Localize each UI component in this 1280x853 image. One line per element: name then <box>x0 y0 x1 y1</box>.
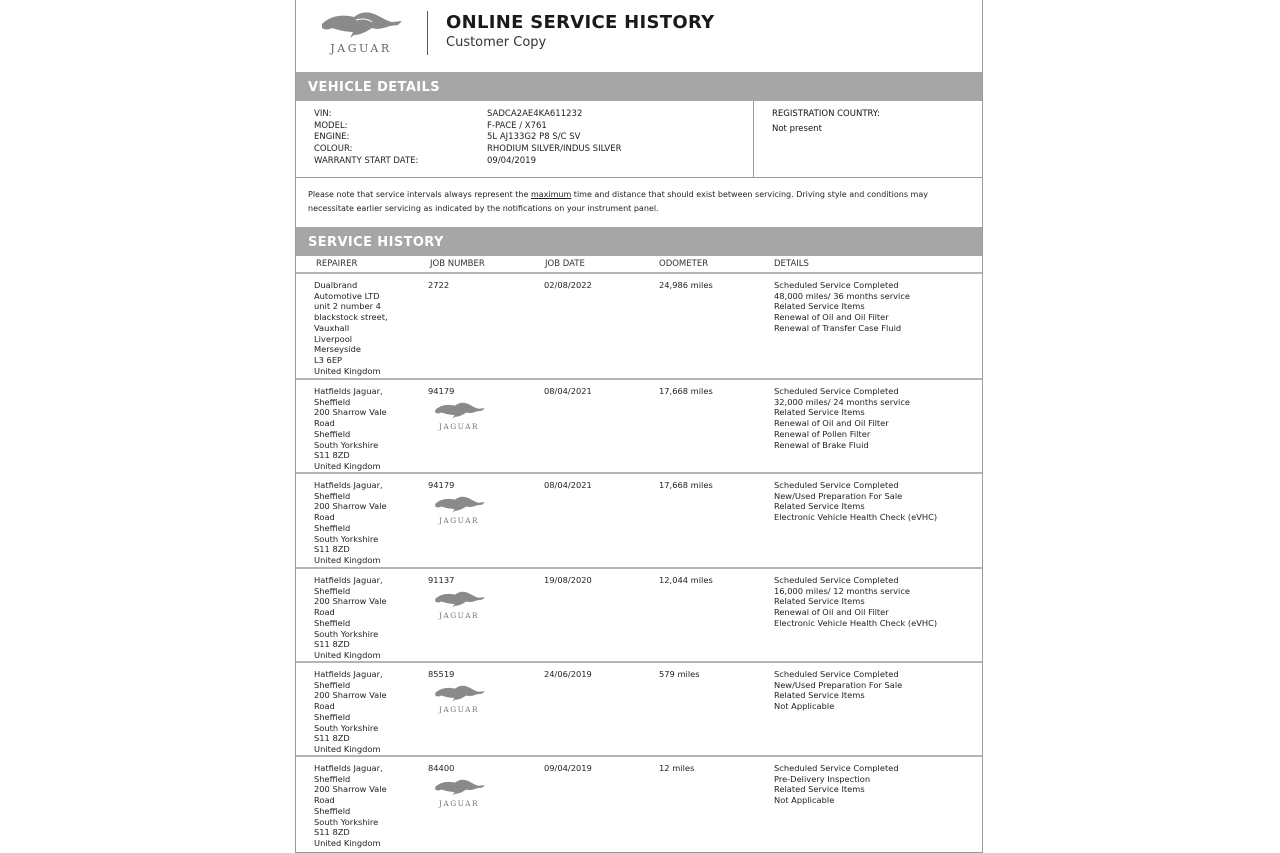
table-row <box>296 757 982 853</box>
jaguar-logo <box>310 8 412 60</box>
repairer-line: Liverpool <box>314 333 353 344</box>
repairer-cell <box>314 575 387 661</box>
repairer-line: Sheffield <box>314 805 351 816</box>
vehicle-details-bar: VEHICLE DETAILS <box>296 72 982 101</box>
repairer-line: Sheffield <box>314 396 351 407</box>
details-line: Scheduled Service Completed <box>774 480 899 490</box>
repairer-line: S11 8ZD <box>314 544 350 555</box>
vehicle-details-divider <box>753 101 754 178</box>
note-text-end: time and distance that should exist between servicing. Driving style and conditions may necessitate earlier servicing as indicated by the notifications on your instrument panel. <box>308 190 928 213</box>
details-line: Renewal of Pollen Filter <box>774 428 871 439</box>
service-interval-note <box>308 188 972 216</box>
column-header-repairer: REPAIRER <box>316 259 358 269</box>
note-emphasis: maximum <box>530 190 572 199</box>
leaper-icon <box>434 683 486 703</box>
colour-value: RHODIUM SILVER/INDUS SILVER <box>487 144 622 154</box>
repairer-line: Sheffield <box>314 490 351 501</box>
repairer-line: S11 8ZD <box>314 827 350 838</box>
job-number-cell: 94179 <box>428 386 455 396</box>
table-row <box>296 380 982 472</box>
details-line: 48,000 miles/ 36 months service <box>774 290 911 301</box>
job-number-cell: 94179 <box>428 480 455 490</box>
column-header-details: DETAILS <box>774 259 809 269</box>
repairer-line: United Kingdom <box>314 554 381 565</box>
model-label: MODEL: <box>314 121 348 131</box>
repairer-line: South Yorkshire <box>314 533 379 544</box>
repairer-cell <box>314 386 387 472</box>
colour-label: COLOUR: <box>314 144 353 154</box>
repairer-line: Sheffield <box>314 428 351 439</box>
repairer-brand-logo <box>428 683 492 717</box>
vehicle-details-panel <box>296 101 982 178</box>
note-text-start: Please note that service intervals always represent the <box>308 190 531 199</box>
repairer-line: Road <box>314 701 335 712</box>
repairer-cell <box>314 280 388 376</box>
details-cell <box>774 669 902 712</box>
repairer-cell <box>314 763 387 849</box>
details-line: Scheduled Service Completed <box>774 386 899 396</box>
details-line: Electronic Vehicle Health Check (eVHC) <box>774 512 938 523</box>
repairer-line: Merseyside <box>314 344 362 355</box>
odometer-cell: 17,668 miles <box>659 480 713 490</box>
leaper-icon <box>320 8 404 40</box>
details-line: Scheduled Service Completed <box>774 669 899 679</box>
job-date-cell: 08/04/2021 <box>544 386 592 396</box>
repairer-line: S11 8ZD <box>314 733 350 744</box>
table-row <box>296 274 982 378</box>
repairer-cell <box>314 480 387 566</box>
column-header-odometer: ODOMETER <box>659 259 709 269</box>
details-line: Renewal of Transfer Case Fluid <box>774 322 902 333</box>
repairer-line: Sheffield <box>314 522 351 533</box>
repairer-line: Hatfields Jaguar, <box>314 480 383 490</box>
leaper-icon <box>434 400 486 420</box>
page-title: ONLINE SERVICE HISTORY <box>446 12 715 33</box>
service-history-document <box>295 0 983 853</box>
details-cell <box>774 280 910 334</box>
repairer-brand-wordmark: JAGUAR <box>439 422 479 431</box>
job-date-cell: 02/08/2022 <box>544 280 592 290</box>
details-line: Not Applicable <box>774 795 835 806</box>
repairer-line: 200 Sharrow Vale <box>314 501 387 512</box>
repairer-line: Sheffield <box>314 773 351 784</box>
document-header <box>296 0 982 72</box>
job-date-cell: 24/06/2019 <box>544 669 592 679</box>
repairer-line: Road <box>314 607 335 618</box>
details-line: Related Service Items <box>774 407 865 418</box>
odometer-cell: 579 miles <box>659 669 700 679</box>
repairer-line: Road <box>314 512 335 523</box>
details-line: New/Used Preparation For Sale <box>774 679 903 690</box>
repairer-cell <box>314 669 387 755</box>
details-line: Renewal of Oil and Oil Filter <box>774 418 889 429</box>
odometer-cell: 12,044 miles <box>659 575 713 585</box>
details-line: Scheduled Service Completed <box>774 280 899 290</box>
odometer-cell: 12 miles <box>659 763 695 773</box>
odometer-cell: 24,986 miles <box>659 280 713 290</box>
details-line: Related Service Items <box>774 501 865 512</box>
registration-country-label: REGISTRATION COUNTRY: <box>772 109 880 119</box>
details-line: Related Service Items <box>774 301 865 312</box>
repairer-line: Hatfields Jaguar, <box>314 763 383 773</box>
details-line: Renewal of Oil and Oil Filter <box>774 312 889 323</box>
job-number-cell: 91137 <box>428 575 455 585</box>
repairer-line: Automotive LTD <box>314 290 380 301</box>
repairer-line: 200 Sharrow Vale <box>314 784 387 795</box>
warranty-value: 09/04/2019 <box>487 156 536 166</box>
repairer-line: 200 Sharrow Vale <box>314 690 387 701</box>
repairer-line: S11 8ZD <box>314 639 350 650</box>
repairer-line: Sheffield <box>314 679 351 690</box>
registration-country-value: Not present <box>772 124 822 134</box>
vin-value: SADCA2AE4KA611232 <box>487 109 583 119</box>
repairer-line: United Kingdom <box>314 649 381 660</box>
column-header-job-number: JOB NUMBER <box>430 259 485 269</box>
details-line: Scheduled Service Completed <box>774 575 899 585</box>
job-number-cell: 85519 <box>428 669 455 679</box>
details-line: Renewal of Oil and Oil Filter <box>774 607 889 618</box>
repairer-line: unit 2 number 4 <box>314 301 381 312</box>
repairer-line: South Yorkshire <box>314 816 379 827</box>
details-line: Scheduled Service Completed <box>774 763 899 773</box>
details-line: Renewal of Brake Fluid <box>774 439 869 450</box>
details-cell <box>774 480 937 523</box>
repairer-line: blackstock street, <box>314 312 388 323</box>
details-line: 16,000 miles/ 12 months service <box>774 585 911 596</box>
model-value: F-PACE / X761 <box>487 121 547 131</box>
repairer-line: Sheffield <box>314 711 351 722</box>
job-date-cell: 08/04/2021 <box>544 480 592 490</box>
repairer-line: United Kingdom <box>314 743 381 754</box>
header-divider <box>427 11 428 55</box>
details-line: Related Service Items <box>774 596 865 607</box>
brand-wordmark: JAGUAR <box>330 42 392 55</box>
details-line: Electronic Vehicle Health Check (eVHC) <box>774 617 938 628</box>
repairer-brand-wordmark: JAGUAR <box>439 705 479 714</box>
leaper-icon <box>434 777 486 797</box>
repairer-line: United Kingdom <box>314 837 381 848</box>
details-cell <box>774 386 910 450</box>
repairer-line: Road <box>314 795 335 806</box>
details-line: Pre-Delivery Inspection <box>774 773 871 784</box>
leaper-icon <box>434 494 486 514</box>
repairer-line: Hatfields Jaguar, <box>314 386 383 396</box>
repairer-brand-logo <box>428 589 492 623</box>
repairer-line: Sheffield <box>314 585 351 596</box>
column-header-job-date: JOB DATE <box>545 259 585 269</box>
repairer-line: Sheffield <box>314 617 351 628</box>
table-row <box>296 569 982 661</box>
details-line: Related Service Items <box>774 690 865 701</box>
repairer-brand-wordmark: JAGUAR <box>439 516 479 525</box>
repairer-line: United Kingdom <box>314 365 381 376</box>
repairer-line: Dualbrand <box>314 280 358 290</box>
leaper-icon <box>434 589 486 609</box>
repairer-line: 200 Sharrow Vale <box>314 407 387 418</box>
details-line: New/Used Preparation For Sale <box>774 490 903 501</box>
repairer-line: 200 Sharrow Vale <box>314 596 387 607</box>
service-history-bar: SERVICE HISTORY <box>296 227 982 256</box>
details-line: 32,000 miles/ 24 months service <box>774 396 911 407</box>
job-number-cell: 2722 <box>428 280 450 290</box>
details-line: Related Service Items <box>774 784 865 795</box>
repairer-line: S11 8ZD <box>314 450 350 461</box>
details-line: Not Applicable <box>774 701 835 712</box>
details-cell <box>774 575 937 629</box>
repairer-line: United Kingdom <box>314 460 381 471</box>
repairer-line: Road <box>314 418 335 429</box>
job-date-cell: 19/08/2020 <box>544 575 592 585</box>
table-row <box>296 474 982 567</box>
vin-label: VIN: <box>314 109 332 119</box>
repairer-line: South Yorkshire <box>314 722 379 733</box>
repairer-brand-logo <box>428 494 492 528</box>
engine-value: 5L AJ133G2 P8 S/C SV <box>487 132 581 142</box>
job-number-cell: 84400 <box>428 763 455 773</box>
engine-label: ENGINE: <box>314 132 350 142</box>
repairer-brand-wordmark: JAGUAR <box>439 611 479 620</box>
job-date-cell: 09/04/2019 <box>544 763 592 773</box>
repairer-line: South Yorkshire <box>314 628 379 639</box>
repairer-line: South Yorkshire <box>314 439 379 450</box>
warranty-label: WARRANTY START DATE: <box>314 156 419 166</box>
repairer-brand-logo <box>428 400 492 434</box>
repairer-line: L3 6EP <box>314 354 343 365</box>
details-cell <box>774 763 899 806</box>
odometer-cell: 17,668 miles <box>659 386 713 396</box>
repairer-line: Hatfields Jaguar, <box>314 669 383 679</box>
page-subtitle: Customer Copy <box>446 35 547 50</box>
repairer-brand-logo <box>428 777 492 811</box>
repairer-line: Vauxhall <box>314 322 350 333</box>
repairer-line: Hatfields Jaguar, <box>314 575 383 585</box>
table-row <box>296 663 982 755</box>
repairer-brand-wordmark: JAGUAR <box>439 799 479 808</box>
